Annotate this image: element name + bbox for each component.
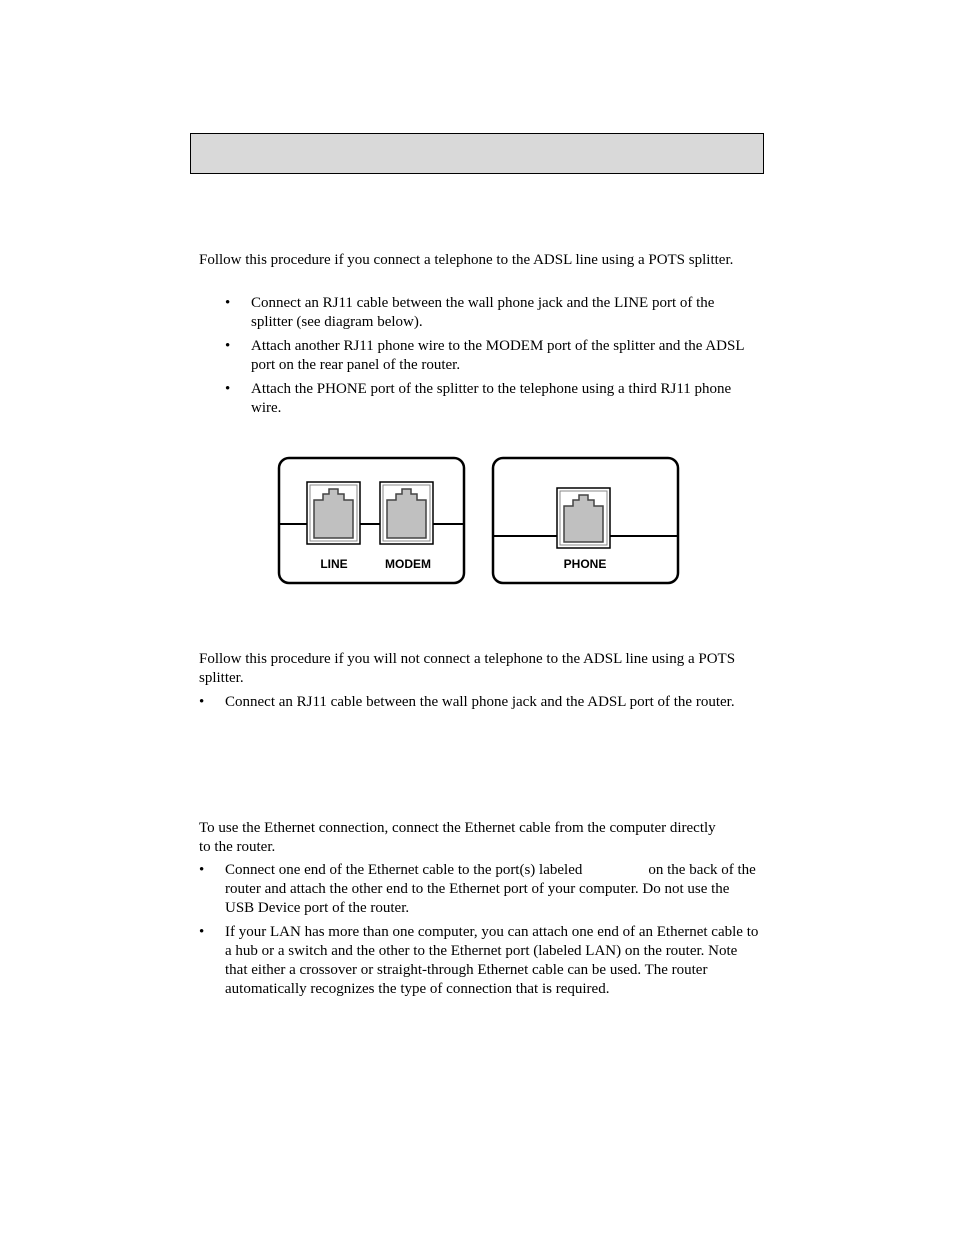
list-item: • Attach another RJ11 phone wire to the MODEM port of the splitter and the ADSL port on the rear panel of the router. [251, 337, 756, 375]
phone-port-label: PHONE [563, 557, 607, 571]
line-port-icon [307, 482, 360, 544]
modem-port-icon [380, 482, 433, 544]
ethernet-step-text-b: on the back of the router and attach the other end to the Ethernet port of your computer. Do not use the USB Device port of the router. [225, 862, 756, 916]
splitter-intro: Follow this procedure if you connect a telephone to the ADSL line using a POTS splitter. [199, 252, 734, 268]
modem-port-label: MODEM [385, 557, 431, 571]
splitter-diagram [274, 452, 684, 592]
list-item: • Attach the PHONE port of the splitter to the telephone using a third RJ11 phone wire. [251, 380, 756, 418]
section-header-bar [190, 133, 764, 174]
list-item [225, 861, 760, 918]
list-item: • Connect an RJ11 cable between the wall phone jack and the ADSL port of the router. [225, 693, 745, 712]
phone-port-icon [557, 488, 610, 548]
list-item: • Connect an RJ11 cable between the wall phone jack and the LINE port of the splitter (see diagram below). [251, 294, 756, 332]
splitter-steps [251, 294, 756, 423]
no-splitter-steps [225, 693, 745, 717]
no-splitter-intro: Follow this procedure if you will not connect a telephone to the ADSL line using a POTS splitter. [199, 651, 736, 686]
ethernet-steps [225, 861, 760, 1004]
line-port-label: LINE [320, 557, 348, 571]
ethernet-intro: To use the Ethernet connection, connect the Ethernet cable from the computer directly to the router. [199, 820, 716, 855]
list-item: • If your LAN has more than one computer, you can attach one end of an Ethernet cable to a hub or a switch and the other to the Ethernet port (labeled LAN) on the router. Note that either a crossover or straight-through Ethernet cable can be used. The router automatically recognizes the type of connection that is required. [225, 923, 760, 999]
ethernet-step-text-a: Connect one end of the Ethernet cable to the port(s) labeled [225, 862, 583, 878]
